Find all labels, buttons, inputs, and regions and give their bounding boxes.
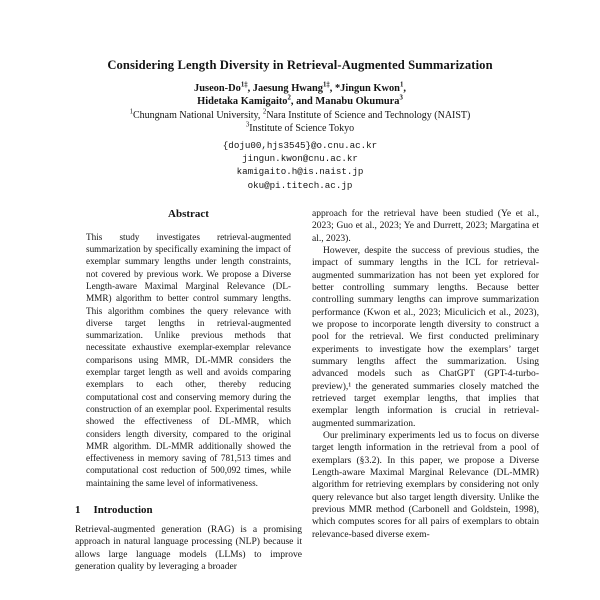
author-name: , Jaesung Hwang	[247, 83, 323, 94]
author-separator: ,	[403, 83, 406, 94]
abstract-heading: Abstract	[168, 207, 209, 220]
author-superscript: 1‡	[322, 81, 330, 89]
right-column	[312, 208, 539, 574]
body-paragraph: Our preliminary experiments led us to focus on diverse target length information in the retrieval from a pool of exemplars (§3.2). In this paper, we propose a Diverse Length-aware Maximal Marginal Relevance (DL-MMR) algorithm for retrieving exemplars by considering not only query relevance but also target length diversity. Unlike the previous MMR method (Carbonell and Goldstein, 1998), which computes scores for all pairs of exemplars to obtain relevance-based diverse exem-	[312, 430, 539, 540]
section-number: 1	[75, 504, 81, 517]
email-block	[0, 139, 600, 192]
author-name: Juseon-Do	[194, 83, 241, 94]
two-column-body	[0, 208, 600, 574]
email-address: jingun.kwon@cnu.ac.kr	[242, 153, 358, 165]
affiliation-text: Chungnam National University,	[133, 110, 263, 121]
affiliation-text: Institute of Science Tokyo	[249, 122, 355, 134]
author-name: , *Jingun Kwon	[329, 83, 400, 94]
author-name: Hidetaka Kamigaito	[197, 96, 288, 107]
affiliation-superscript: 1	[129, 108, 134, 116]
affiliation-superscript: 2	[262, 108, 267, 116]
email-address: {doju00,hjs3545}@o.cnu.ac.kr	[222, 140, 378, 151]
author-superscript: 1‡	[240, 81, 248, 89]
intro-paragraph: Retrieval-augmented generation (RAG) is a promising approach in natural language processing (NLP) because it allows large language models (LLMs) to improve generation quality by leveraging a broader	[75, 524, 302, 573]
author-superscript: 1	[399, 81, 404, 89]
author-line-1	[0, 82, 600, 95]
paper-title: Considering Length Diversity in Retrieval-Augmented Summarization	[107, 58, 493, 72]
author-superscript: 2	[287, 94, 291, 102]
affiliation-superscript: 3	[245, 121, 250, 129]
affiliation-line-1	[0, 110, 600, 123]
abstract-text: This study investigates retrieval-augmented summarization by specifically examining the impact of exemplar summary lengths under length constraints, not covered by previous work. We propose a Diverse Length-aware Maximal Marginal Relevance (DL-MMR) algorithm to better control summary lengths. This algorithm combines the query relevance with diverse target lengths in retrieval-augmented summarization. Unlike previous methods that necessitate exhaustive exemplar-exemplar relevance comparisons using MMR, DL-MMR considers the exemplar target length as well and avoids comparing exemplars to each other, thereby reducing computational cost and conserving memory during the construction of an exemplar pool. Experimental results showed the effectiveness of DL-MMR, which considers length diversity, compared to the original MMR algorithm. DL-MMR additionally showed the effectiveness in memory saving of 781,513 times and computational cost reduction of 500,092 times, while maintaining the same level of informativeness.	[86, 231, 291, 488]
paper-header	[0, 0, 600, 192]
email-address: kamigaito.h@is.naist.jp	[236, 166, 364, 178]
left-column	[75, 208, 302, 574]
author-superscript: 3	[399, 94, 403, 102]
section-heading-introduction	[75, 504, 302, 516]
author-name: , and Manabu Okumura	[290, 96, 400, 107]
affiliation-text: Nara Institute of Science and Technology (NAIST)	[266, 110, 471, 121]
affiliation-line-2	[0, 123, 600, 136]
body-paragraph: However, despite the success of previous studies, the impact of summary lengths in the ICL for retrieval-augmented summarization has not been yet explored for better controlling summary lengths. Because better controlling summary lengths can improve summarization performance (Kwon et al., 2023; Miculicich et al., 2023), we propose to incorporate length diversity to construct a pool for the retrieval. We first conducted preliminary experiments to investigate how the exemplars’ target summary lengths affect the summarization. Using advanced models such as ChatGPT (GPT-4-turbo-preview),¹ the generated summaries closely matched the retrieved target exemplar lengths, that implies that exemplar length information is crucial in retrieval-augmented summarization.	[312, 244, 539, 429]
body-paragraph: approach for the retrieval have been studied (Ye et al., 2023; Guo et al., 2023; Ye and Durrett, 2023; Margatina et al., 2023).	[312, 207, 539, 244]
author-line-2	[0, 95, 600, 108]
section-title: Introduction	[93, 504, 153, 517]
email-address: oku@pi.titech.ac.jp	[247, 179, 353, 191]
